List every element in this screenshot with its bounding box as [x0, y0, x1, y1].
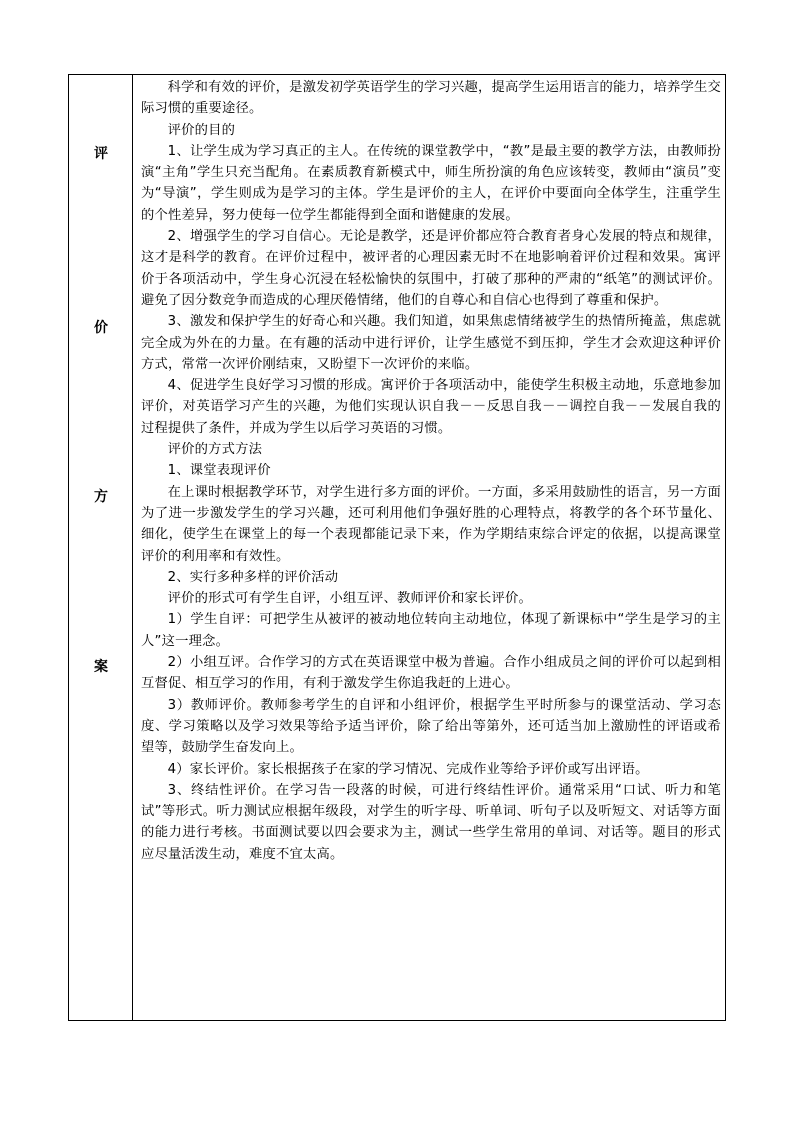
body-paragraph: 1）学生自评：可把学生从被评的被动地位转向主动地位，体现了新课标中“学生是学习的主人”这一理念。: [141, 612, 721, 649]
subsection-heading: 1、课堂表现评价: [167, 463, 271, 479]
body-paragraph: 2）小组互评。合作学习的方式在英语课堂中极为普遍。合作小组成员之间的评价可以起到相互督促、相互学习的作用，有利于激发学生你追我赶的上进心。: [141, 655, 721, 692]
body-paragraph: 3、终结性评价。在学习告一段落的时候，可进行终结性评价。通常采用“口试、听力和笔试”等形式。听力测试应根据年级段，对学生的听字母、听单词、听句子以及听短文、对话等方面的能力进行考核。书面测试要以四会要求为主，测试一些学生常用的单词、对话等。题目的形式应尽量活泼生动，难度不宜太高。: [141, 782, 721, 862]
section-heading: 评价的方式方法: [167, 442, 263, 458]
side-label-char: 方: [94, 489, 108, 505]
content-cell: [141, 77, 721, 865]
body-paragraph: 4）家长评价。家长根据孩子在家的学习情况、完成作业等给予评价或写出评语。: [167, 761, 649, 777]
side-label-char: 评: [94, 146, 108, 162]
subsection-heading: 2、实行多种多样的评价活动: [167, 569, 339, 585]
side-label-cell: [69, 75, 133, 1020]
body-paragraph: 3）教师评价。教师参考学生的自评和小组评价，根据学生平时所参与的课堂活动、学习态度、学习策略以及学习效果等给予适当评价，除了给出等第外，还可适当加上激励性的评语或希望等，鼓励学生奋发向上。: [141, 697, 721, 756]
body-paragraph: 1、让学生成为学习真正的主人。在传统的课堂教学中，“教”是最主要的教学方法，由教师扮演“主角”学生只充当配角。在素质教育新模式中，师生所扮演的角色应该转变，教师由“演员”变为“导演”，学生则成为是学习的主体。学生是评价的主人，在评价中要面向全体学生，注重学生的个性差异，努力使每一位学生都能得到全面和谐健康的发展。: [141, 143, 721, 223]
side-label-char: 价: [94, 320, 108, 336]
side-label-char: 案: [94, 659, 108, 675]
evaluation-plan-table: [68, 74, 726, 1021]
body-paragraph: 4、促进学生良好学习习惯的形成。寓评价于各项活动中，能使学生积极主动地，乐意地参加评价，对英语学习产生的兴趣，为他们实现认识自我－－反思自我－－调控自我－－发展自我的过程提供了条件，并成为学生以后学习英语的习惯。: [141, 378, 721, 436]
body-paragraph: 评价的形式可有学生自评，小组互评、教师评价和家长评价。: [167, 591, 533, 607]
section-heading: 评价的目的: [167, 122, 236, 138]
body-paragraph: 3、激发和保护学生的好奇心和兴趣。我们知道，如果焦虑情绪被学生的热情所掩盖，焦虑就完全成为外在的力量。在有趣的活动中进行评价，让学生感觉不到压抑，学生才会欢迎这种评价方式，常常一次评价刚结束，又盼望下一次评价的来临。: [141, 314, 721, 372]
intro-paragraph: 科学和有效的评价，是激发初学英语学生的学习兴趣，提高学生运用语言的能力，培养学生交际习惯的重要途径。: [141, 80, 721, 117]
body-paragraph: 在上课时根据教学环节，对学生进行多方面的评价。一方面，多采用鼓励性的语言，另一方面为了进一步激发学生的学习兴趣，还可利用他们争强好胜的心理特点，将教学的各个环节量化、细化，使学生在课堂上的每一个表现都能记录下来，作为学期结束综合评定的依据，以提高课堂评价的利用率和有效性。: [141, 484, 721, 564]
body-paragraph: 2、增强学生的学习自信心。无论是教学，还是评价都应符合教育者身心发展的特点和规律，这才是科学的教育。在评价过程中，被评者的心理因素无时不在地影响着评价过程和效果。寓评价于各项活动中，学生身心沉浸在轻松愉快的氛围中，打破了那种的严肃的“纸笔”的测试评价。避免了因分数竞争而造成的心理厌倦情绪，他们的自尊心和自信心也得到了尊重和保护。: [141, 229, 721, 308]
